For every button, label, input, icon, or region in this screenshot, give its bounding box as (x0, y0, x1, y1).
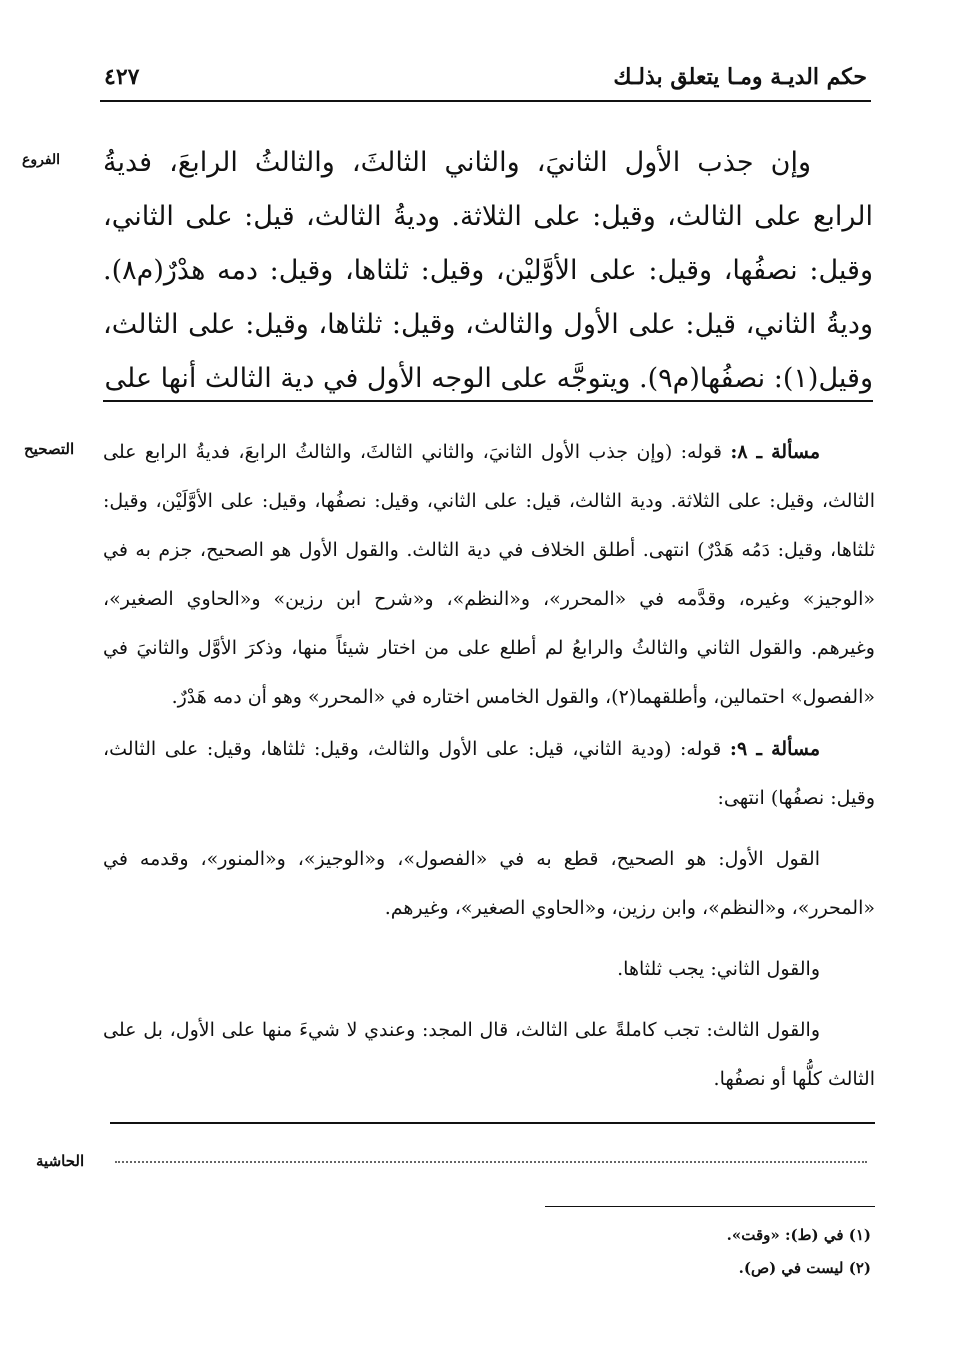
main-text-block (103, 136, 873, 406)
side-label-furu: الفروع (22, 152, 61, 168)
footnote-1: (١) في (ط): «وقت». (726, 1226, 871, 1244)
opinion-1-paragraph: القول الأول: هو الصحيح، قطع به في «الفصول»، و«الوجيز»، و«المنور»، وقدمه في «المحرر»، و«النظم»، وابن رزين، و«الحاوي الصغير»، وغيرهم. (103, 848, 875, 919)
issue-8-paragraph (103, 428, 875, 722)
side-label-tasheeh: التصحيح (24, 440, 75, 458)
issue-9-paragraph (103, 725, 875, 823)
side-label-hashiya: الحاشية (36, 1152, 85, 1170)
opinion-2-paragraph: والقول الثاني: يجب ثلثاها. (617, 958, 820, 980)
section-divider (103, 400, 873, 402)
opinion-3-paragraph: والقول الثالث: تجب كاملةً على الثالث، قال المجد: وعندي لا شيءَ منها على الأول، بل على الثالث كلُّها أو نصفُها. (103, 1019, 875, 1090)
hashiya-dotted-line (115, 1161, 867, 1163)
tasheeh-block (103, 428, 875, 1104)
issue-9-heading: مسألة ـ ٩: (729, 738, 821, 760)
issue-9-text: قوله: (ودية الثاني، قيل: على الأول والثالث، وقيل: ثلثاها، وقيل: على الثالث، وقيل: نصفُها) انتهى: (103, 738, 875, 809)
issue-8-text: قوله: (وإن جذب الأول الثانيَ، والثاني الثالثَ، والثالثُ الرابعَ، فديةُ الرابع على الثالث، وقيل: على الثلاثة. ودية الثالث، قيل: على الثاني، وقيل: نصفُها، وقيل: على الأوَّلَيْن، وقيل: ثلثاها، وقيل: دَمُه هَدْرٌ) انتهى. أطلق الخلاف في دية الثالث. والقول الأول هو الصحيح، جزم به في «الوجيز» وغيره، وقدَّمه في «المحرر»، و«النظم»، و«شرح ابن رزين» و«الحاوي الصغير»، وغيرهم. والقول الثاني والثالثُ والرابعُ لم أطلع على من اختار شيئاً منها، وذكرَ الأوَّل والثانيَ في «الفصول» احتمالين، وأطلقهما(٢)، والقول الخامس اختاره في «المحرر» وهو أن دمه هَدْرٌ. (103, 441, 875, 708)
header-rule (100, 100, 871, 102)
tasheeh-end-rule (110, 1122, 875, 1124)
main-paragraph: وإن جذب الأول الثانيَ، والثاني الثالثَ، والثالثُ الرابعَ، فديةُ الرابع على الثالث، وقيل: على الثلاثة. وديةُ الثالث، قيل: على الثاني، وقيل: نصفُها، وقيل: على الأوَّليْن، وقيل: ثلثاها، وقيل: دمه هدْرٌ(م٨). وديةُ الثاني، قيل: على الأول والثالث، وقيل: ثلثاها، وقيل: على الثالث، وقيل(١): نصفُها(م٩). ويتوجَّه على الوجه الأول في دية الثالث أنها على (103, 147, 873, 394)
footnote-rule (545, 1206, 875, 1207)
footnote-2: (٢) ليست في (ص). (738, 1259, 871, 1277)
running-header-title: حكم الديـة ومـا يتعلق بذلـك (613, 64, 867, 90)
issue-8-heading: مسألة ـ ٨: (730, 441, 820, 463)
page-number: ٤٢٧ (104, 64, 140, 90)
